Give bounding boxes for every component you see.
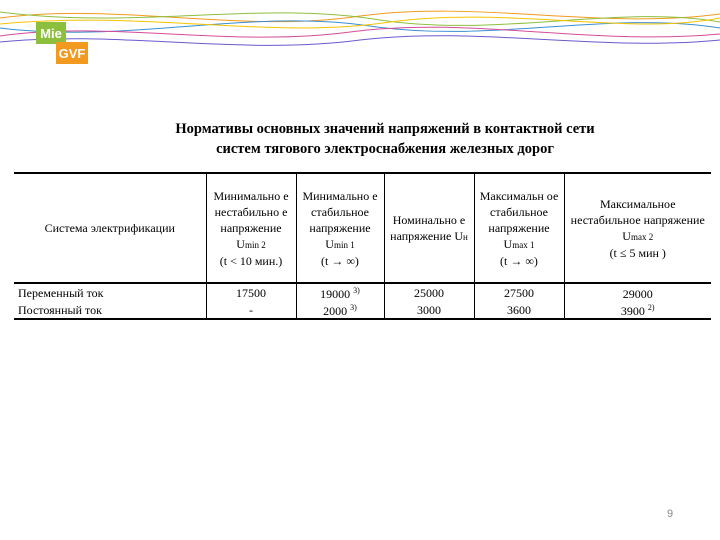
mie-gvf-logo: [36, 22, 88, 66]
title-line-2: систем тягового электроснабжения железных дорог: [216, 141, 554, 157]
page-number: 9: [667, 508, 674, 520]
header-un: Номинально е напряжение Uн: [384, 173, 474, 283]
cell-umax2: 3900 $^{2)}$: [564, 301, 711, 319]
cell-umin1: 2000 $^{3)}$: [296, 301, 384, 319]
header-umax1: Максимальн ое стабильное напряжение Umax 1 (t → ∞): [474, 173, 564, 283]
table-header-row: [14, 173, 711, 283]
cell-un: 25000: [384, 283, 474, 301]
logo-gvf: GVF: [56, 42, 88, 64]
header-umax2: Максимальное нестабильное напряжение Umax 2 (t ≤ 5 мин ): [564, 173, 711, 283]
cell-umin2: -: [206, 301, 296, 319]
decorative-waves: [0, 0, 720, 70]
header-umin1: Минимально е стабильное напряжение Umin 1 (t → ∞): [296, 173, 384, 283]
header-umin2: Минимально е нестабильно е напряжение Umin 2 (t < 10 мин.): [206, 173, 296, 283]
title-line-1: Нормативы основных значений напряжений в контактной сети: [175, 121, 595, 137]
table-row: [14, 301, 711, 319]
cell-umin2: 17500: [206, 283, 296, 301]
cell-system: Постоянный ток: [14, 301, 206, 319]
voltage-norms-table: [14, 172, 711, 320]
table-row: [14, 283, 711, 301]
logo-mie: Mie: [36, 22, 66, 44]
cell-umax1: 27500: [474, 283, 564, 301]
document-title: [100, 119, 670, 159]
cell-umax2: 29000: [564, 283, 711, 301]
cell-umin1: 19000 $^{3)}$: [296, 283, 384, 301]
cell-umax1: 3600: [474, 301, 564, 319]
cell-un: 3000: [384, 301, 474, 319]
header-system: Система электрификации: [14, 173, 206, 283]
cell-system: Переменный ток: [14, 283, 206, 301]
